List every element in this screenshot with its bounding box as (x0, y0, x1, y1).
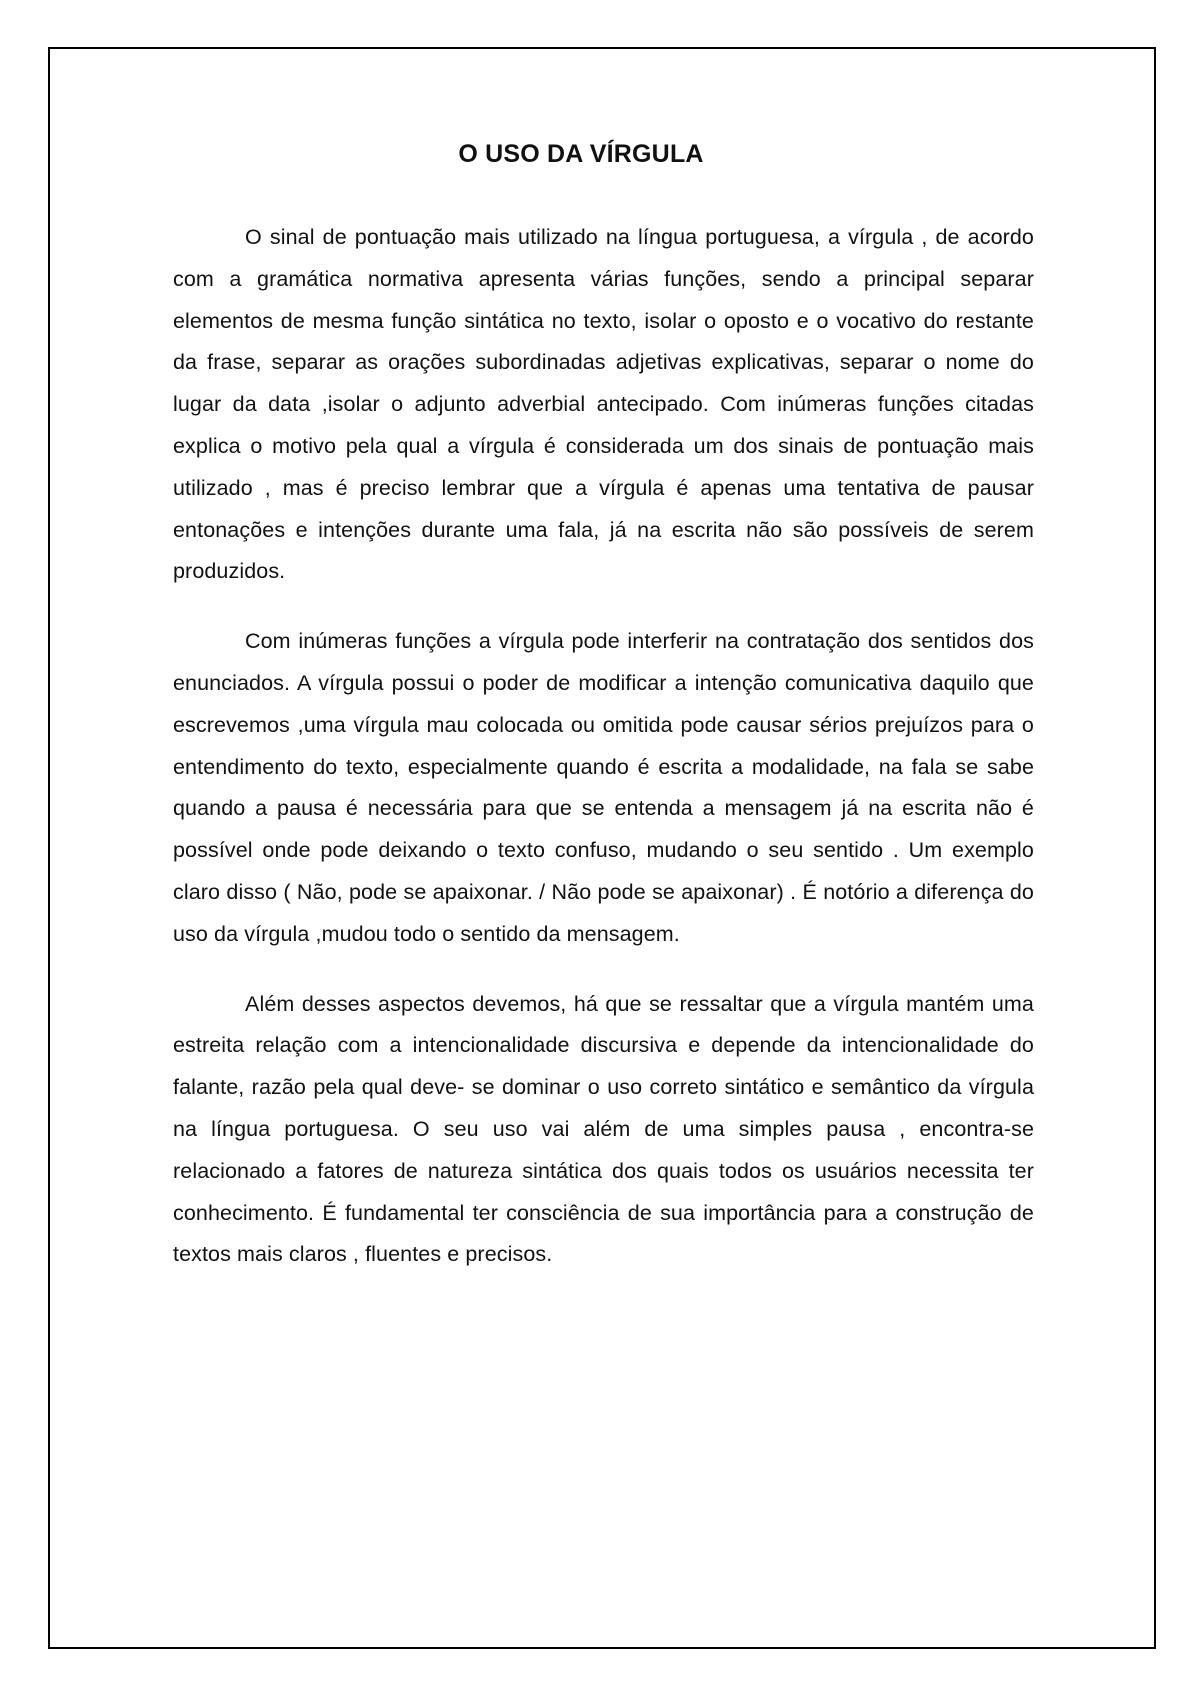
paragraph-1: O sinal de pontuação mais utilizado na língua portuguesa, a vírgula , de acordo com a gramática normativa apresenta várias funções, sendo a principal separar elementos de mesma função sintática no texto, isolar o oposto e o vocativo do restante da frase, separar as orações subordinadas adjetivas explicativas, separar o nome do lugar da data ,isolar o adjunto adverbial antecipado. Com inúmeras funções citadas explica o motivo pela qual a vírgula é considerada um dos sinais de pontuação mais utilizado , mas é preciso lembrar que a vírgula é apenas uma tentativa de pausar entonações e intenções durante uma fala, já na escrita não são possíveis de serem produzidos. (173, 225, 1034, 584)
document-body (173, 140, 1034, 1304)
document-title: O USO DA VÍRGULA (458, 140, 704, 168)
paragraph-2: Com inúmeras funções a vírgula pode interferir na contratação dos sentidos dos enunciados. A vírgula possui o poder de modificar a intenção comunicativa daquilo que escrevemos ,uma vírgula mau colocada ou omitida pode causar sérios prejuízos para o entendimento do texto, especialmente quando é escrita a modalidade, na fala se sabe quando a pausa é necessária para que se entenda a mensagem já na escrita não é possível onde pode deixando o texto confuso, mudando o seu sentido . Um exemplo claro disso ( Não, pode se apaixonar. / Não pode se apaixonar) . É notório a diferença do uso da vírgula ,mudou todo o sentido da mensagem. (173, 629, 1034, 946)
paragraph-3: Além desses aspectos devemos, há que se ressaltar que a vírgula mantém uma estreita relação com a intencionalidade discursiva e depende da intencionalidade do falante, razão pela qual deve- se dominar o uso correto sintático e semântico da vírgula na língua portuguesa. O seu uso vai além de uma simples pausa , encontra-se relacionado a fatores de natureza sintática dos quais todos os usuários necessita ter conhecimento. É fundamental ter consciência de sua importância para a construção de textos mais claros , fluentes e precisos. (173, 991, 1034, 1267)
